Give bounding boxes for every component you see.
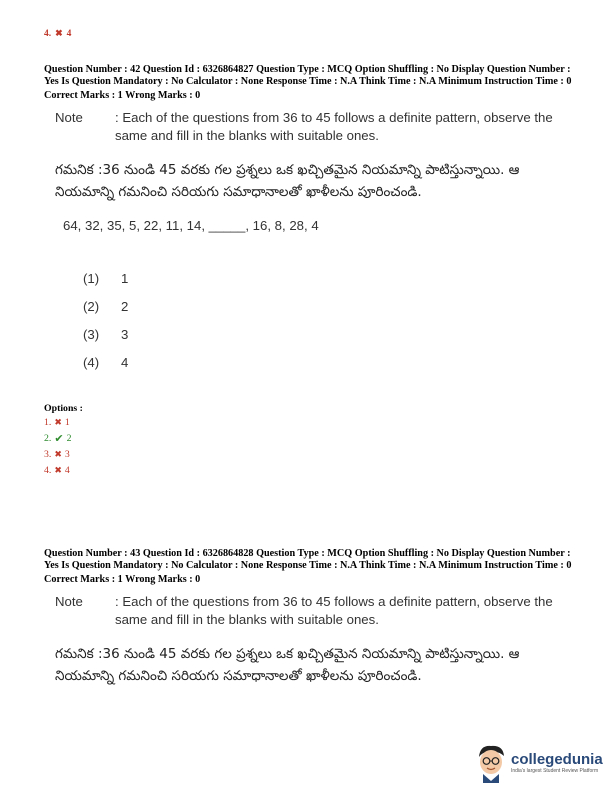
question-marks: Correct Marks : 1 Wrong Marks : 0 — [44, 90, 201, 101]
question-body — [55, 109, 572, 377]
option-value: 1 — [64, 416, 70, 428]
note — [55, 109, 572, 145]
cross-icon: ✖ — [55, 28, 63, 38]
choice-number: (2) — [83, 299, 100, 314]
choice-number: (1) — [83, 271, 100, 286]
choice-list — [83, 265, 572, 377]
choice-item — [83, 321, 572, 349]
check-icon: ✔ — [54, 432, 64, 445]
option-4 — [44, 462, 572, 478]
note-telugu: గమనిక :36 నుండి 45 వరకు గల ప్రశ్నలు ఒక ఖచ్చితమైన నియమాన్ని పాటిస్తున్నాయి. ఆ నియమాన్ని గమనించి సరియగు సమాధానాలతో ఖాళీలను పూరించండి. — [55, 646, 520, 684]
question-body — [55, 593, 572, 687]
option-number: 1. — [44, 416, 52, 428]
logo-name: collegedunia — [511, 751, 603, 768]
choice-value: 1 — [121, 271, 129, 286]
question-meta: Question Number : 42 Question Id : 6326864827 Question Type : MCQ Option Shuffling : No Display Question Number : Yes Is Question Mandatory : No Calculator : None Response Time : N.A Think Time : N.A Minimum Instruction Time : 0 — [44, 64, 572, 87]
previous-option-4 — [44, 28, 71, 39]
option-3 — [44, 446, 572, 462]
question-42 — [44, 64, 572, 478]
choice-item — [83, 265, 572, 293]
choice-value: 3 — [121, 327, 129, 342]
question-meta: Question Number : 43 Question Id : 6326864828 Question Type : MCQ Option Shuffling : No Display Question Number : Yes Is Question Mandatory : No Calculator : None Response Time : N.A Think Time : N.A Minimum Instruction Time : 0 — [44, 548, 572, 571]
cross-icon: ✖ — [54, 448, 62, 459]
option-value: 4 — [66, 28, 72, 39]
note — [55, 593, 572, 629]
choice-value: 2 — [121, 299, 129, 314]
option-1 — [44, 414, 572, 430]
options-title: Options : — [44, 403, 83, 414]
option-value: 3 — [64, 448, 70, 460]
choice-number: (3) — [83, 327, 100, 342]
collegedunia-logo — [474, 740, 604, 786]
option-number: 4. — [44, 464, 52, 476]
option-number: 4. — [44, 28, 52, 39]
option-value: 2 — [66, 432, 72, 444]
note-text: : Each of the questions from 36 to 45 follows a definite pattern, observe the same and fill in the blanks with suitable ones. — [115, 110, 553, 143]
note-label: Note — [55, 594, 83, 609]
choice-number: (4) — [83, 355, 100, 370]
option-value: 4 — [64, 464, 70, 476]
mascot-icon — [474, 743, 508, 783]
option-number: 3. — [44, 448, 52, 460]
logo-tagline: India's largest Student Review Platform — [511, 768, 599, 774]
cross-icon: ✖ — [54, 416, 62, 427]
question-marks: Correct Marks : 1 Wrong Marks : 0 — [44, 574, 201, 585]
choice-item — [83, 349, 572, 377]
cross-icon: ✖ — [54, 464, 62, 475]
choice-item — [83, 293, 572, 321]
option-number: 2. — [44, 432, 52, 444]
choice-value: 4 — [121, 355, 129, 370]
option-2 — [44, 430, 572, 446]
note-label: Note — [55, 110, 83, 125]
logo-text — [511, 752, 603, 774]
number-series: 64, 32, 35, 5, 22, 11, 14, _____, 16, 8, 28, 4 — [63, 218, 319, 233]
question-43 — [44, 548, 572, 687]
note-telugu: గమనిక :36 నుండి 45 వరకు గల ప్రశ్నలు ఒక ఖచ్చితమైన నియమాన్ని పాటిస్తున్నాయి. ఆ నియమాన్ని గమనించి సరియగు సమాధానాలతో ఖాళీలను పూరించండి. — [55, 162, 520, 200]
note-text: : Each of the questions from 36 to 45 follows a definite pattern, observe the same and fill in the blanks with suitable ones. — [115, 594, 553, 627]
